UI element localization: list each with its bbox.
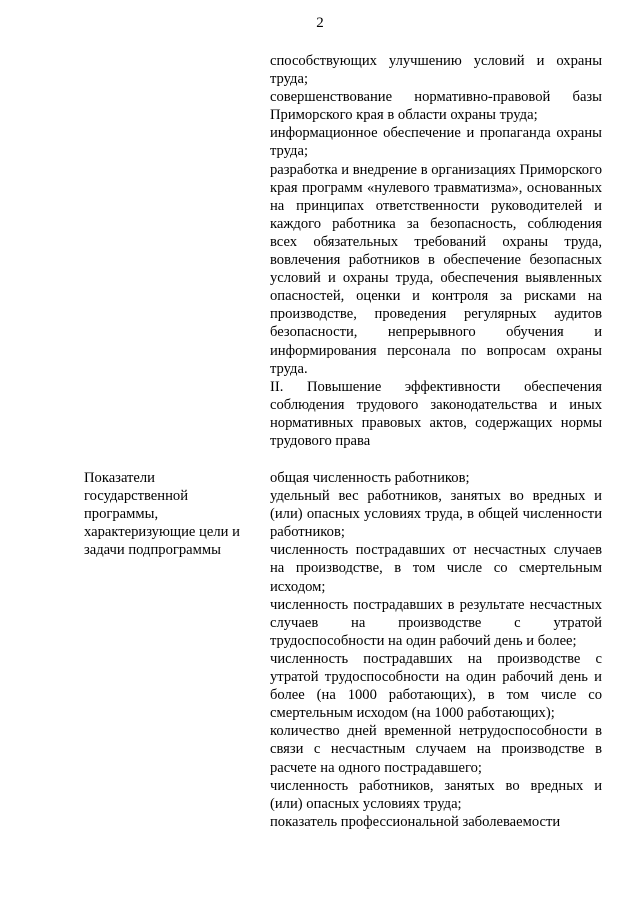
indicator-item: численность пострадавших на производстве с утратой трудоспособности на один рабочий день и более (на 1000 работающих), в том числе со смертельным исходом (на 1000 работающих); (270, 650, 602, 722)
task-item: способствующих улучшению условий и охраны труда; (270, 53, 602, 88)
indicator-item: общая численность работников; (270, 470, 470, 486)
task-item: разработка и внедрение в организациях Приморского края программ «нулевого травматизма», основанных на принципах ответственности руководителей и каждого работника за безопасность, соблюдения всех обязательных требований охраны труда, вовлечения работников в обеспечение безопасных условий и охраны труда, обеспечения выявленных опасностей, оценки и контроля за рисками на производстве, проведения регулярных аудитов безопасности, непрерывного обучения и информирования персонала по вопросам охраны труда. (270, 161, 602, 377)
indicator-item: численность пострадавших в результате несчастных случаев на производстве с утратой трудоспособности на один рабочий день и более; (270, 596, 602, 649)
indicator-item: показатель профессиональной заболеваемости (270, 813, 561, 830)
task-item: информационное обеспечение и пропаганда охраны труда; (270, 125, 602, 160)
indicators-label-line: программы, (84, 506, 159, 523)
task-item: совершенствование нормативно-правовой базы Приморского края в области охраны труда; (270, 89, 602, 124)
indicator-item: удельный вес работников, занятых во вредных и (или) опасных условиях труда, в общей численности работников; (270, 488, 602, 541)
indicators-list (270, 469, 602, 831)
task-heading: II. Повышение эффективности обеспечения соблюдения трудового законодательства и иных нормативных правовых актов, содержащих нормы трудового права (270, 378, 602, 449)
indicator-item: численность пострадавших от несчастных случаев на производстве, в том числе со смертельным исходом; (270, 542, 602, 595)
tasks-list (270, 52, 602, 450)
indicators-label-line: характеризующие цели и (84, 524, 240, 541)
indicators-label-line: государственной (84, 488, 189, 505)
indicator-item: количество дней временной нетрудоспособности в связи с несчастным случаем на производстве в расчете на одного пострадавшего; (270, 723, 602, 776)
indicators-label-line: задачи подпрограммы (84, 542, 221, 559)
indicators-label-line: Показатели (84, 470, 155, 486)
indicator-item: численность работников, занятых во вредных и (или) опасных условиях труда; (270, 777, 602, 812)
page-number: 2 (316, 15, 324, 31)
indicators-label (84, 469, 262, 559)
